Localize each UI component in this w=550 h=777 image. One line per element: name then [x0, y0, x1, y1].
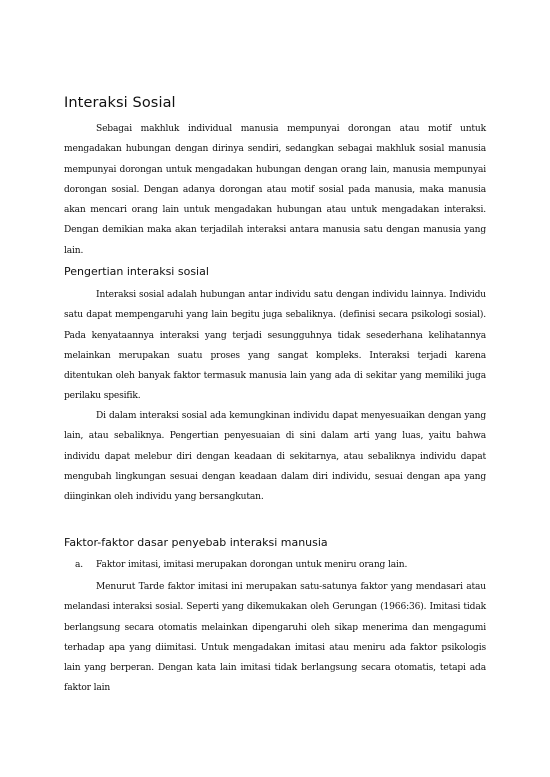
list-marker: a.: [75, 560, 84, 570]
body-paragraph: Di dalam interaksi sosial ada kemungkinan individu dapat menyesuaikan dengan yang lain, atau sebaliknya. Pengertian penyesuaian di sini dalam arti yang luas, yaitu bahwa individu dapat melebur diri dengan keadaan di sekitarnya, atau sebaliknya individu dapat mengubah lingkungan sesuai dengan keadaan dalam diri individu, sesuai dengan apa yang diinginkan oleh individu yang bersangkutan.: [64, 411, 486, 503]
body-paragraph: Interaksi sosial adalah hubungan antar individu satu dengan individu lainnya. Individu satu dapat mempengaruhi yang lain begitu juga sebaliknya. (definisi secara psikologi sosial). Pada kenyataannya interaksi yang terjadi sesungguhnya tidak sesederhana kelihatannya melainkan merupakan suatu proses yang sangat kompleks. Interaksi terjadi karena ditentukan oleh banyak faktor termasuk manusia lain yang ada di sekitar yang memiliki juga perilaku spesifik.: [64, 290, 486, 402]
list-item: [75, 555, 485, 575]
document-title: Interaksi Sosial: [64, 95, 176, 111]
intro-paragraph: Sebagai makhluk individual manusia mempunyai dorongan atau motif untuk mengadakan hubungan dengan dirinya sendiri, sedangkan sebagai makhluk sosial manusia mempunyai dorongan untuk mengadakan hubungan dengan orang lain, manusia mempunyai dorongan sosial. Dengan adanya dorongan atau motif sosial pada manusia, maka manusia akan mencari orang lain untuk mengadakan hubungan atau untuk mengadakan interaksi. Dengan demikian maka akan terjadilah interaksi antara manusia satu dengan manusia yang lain.: [64, 124, 486, 256]
section-heading-pengertian: Pengertian interaksi sosial: [64, 265, 209, 278]
body-paragraph: Menurut Tarde faktor imitasi ini merupakan satu-satunya faktor yang mendasari atau melandasi interaksi sosial. Seperti yang dikemukakan oleh Gerungan (1966:36). Imitasi tidak berlangsung secara otomatis melainkan dipengaruhi oleh sikap menerima dan mengagumi terhadap apa yang diimitasi. Untuk mengadakan imitasi atau meniru ada faktor psikologis lain yang berperan. Dengan kata lain imitasi tidak berlangsung secara otomatis, tetapi ada faktor lain: [64, 582, 486, 694]
list-item-text: Faktor imitasi, imitasi merupakan dorongan untuk meniru orang lain.: [96, 560, 408, 570]
section-heading-faktor: Faktor-faktor dasar penyebab interaksi manusia: [64, 536, 328, 549]
